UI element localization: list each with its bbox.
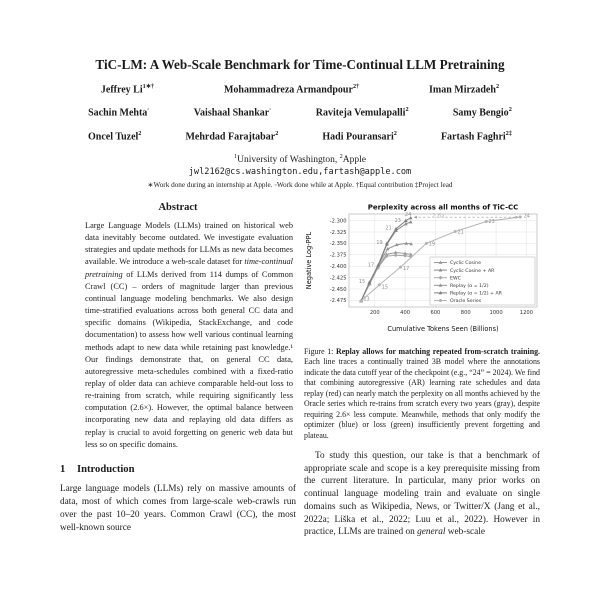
- author-row-2: [66, 106, 534, 118]
- author-superscript: 2: [275, 129, 279, 137]
- svg-text:1200: 1200: [519, 309, 533, 316]
- figure-1: [304, 202, 540, 441]
- svg-text:24: 24: [405, 212, 412, 219]
- svg-text:-2.300: -2.300: [329, 218, 347, 225]
- figure1-caption: Figure 1: Replay allows for matching repeated from-scratch training. Each line traces a continually trained 3B model where the annotations indicate the data cutoff year of the checkpoint (e.g., “24” = 2024). We find that combining autoregressive (AR) learning rate schedules and data replay (red) can nearly match the perplexity on all months achieved by the Oracle series which re-trains from scratch every two years (gray), despite requiring 2.6× less compute. Meanwhile, methods that only modify the optimizer (blue) or loss (green) insufficiently prevent forgetting and plateau.: [304, 346, 541, 440]
- svg-text:17: 17: [367, 262, 375, 269]
- title-footnote: ∗Work done during an internship at Apple. ◦Work done while at Apple. †Equal contribution ‡Project lead: [147, 180, 453, 189]
- svg-text:-2.400: -2.400: [329, 263, 347, 270]
- two-column-body: [60, 202, 540, 539]
- abstract-text: Large Language Models (LLMs) trained on historical web data inevitably become outdated. We investigate evaluation strategies and update methods for LLMs as new data becomes available. We introduce a web-scale dataset for time-continual pretraining of LLMs derived from 114 dumps of Common Crawl (CC) – orders of magnitude larger than previous continual language modeling benchmarks. We also design time-stratified evaluations across both general CC data and specific domains (Wikipedia, StackExchange, and code documentation) to assess how well various continual learning methods adapt to new data while retaining past knowledge.¹ Our findings demonstrate that, on general CC data, autoregressive meta-schedules combined with a fixed-ratio replay of older data can achieve comparable held-out loss to re-training from scratch, while requiring significantly less computation (2.6×). However, the optimal balance between incorporating new data and replaying old data differs as replay is crucial to avoid forgetting on generic web data but less so on specific domains.: [85, 220, 293, 449]
- svg-text:23: 23: [488, 219, 495, 226]
- svg-text:Cyclic Cosine: Cyclic Cosine: [450, 261, 482, 267]
- svg-text:Oracle Series: Oracle Series: [450, 299, 482, 305]
- svg-text:-2.375: -2.375: [329, 252, 347, 259]
- section-number: 1: [60, 463, 66, 475]
- svg-text:15: 15: [358, 278, 366, 285]
- abstract-heading: Abstract: [158, 201, 198, 213]
- svg-text:Perplexity across all months o: Perplexity across all months of TiC-CC: [367, 203, 519, 212]
- author: Jeffrey $Li^{1∗\dagger}$: [100, 82, 155, 96]
- svg-text:19: 19: [376, 240, 383, 247]
- author-superscript: 2: [138, 129, 142, 137]
- intro-paragraph: Large language models (LLMs) rely on massive amounts of data, most of which comes from large-scale web-crawls run over the past 10–20 years. Common Crawl (CC), the most well-known source: [60, 483, 296, 533]
- svg-text:-2.350: -2.350: [329, 241, 347, 248]
- section-heading-introduction: 1 Introduction: [60, 463, 135, 475]
- svg-text:200: 200: [369, 309, 380, 316]
- svg-text:-2.475: -2.475: [329, 298, 347, 305]
- author: Oncel Tuzel$^2$: [88, 129, 142, 142]
- svg-text:-2.325: -2.325: [329, 229, 347, 236]
- svg-text:400: 400: [400, 309, 411, 316]
- svg-text:23: 23: [394, 217, 401, 224]
- svg-text:Replay (α = 1/2) + AR: Replay (α = 1/2) + AR: [450, 291, 502, 297]
- author: Hadi Pouransari$^2$: [322, 129, 397, 142]
- svg-text:600: 600: [430, 309, 441, 316]
- author-row-1: [66, 83, 534, 95]
- svg-text:1000: 1000: [489, 309, 503, 316]
- abstract-italic-phrase: time-continual pretraining: [85, 257, 293, 279]
- figure1-chart: [304, 202, 540, 340]
- right-column: [304, 202, 540, 539]
- affiliations: $^1$University of Washington, $^2$Apple: [233, 152, 367, 165]
- contact-emails: jwl2162@cs.washington.edu,fartash@apple.com: [188, 166, 412, 177]
- paper-title: TiC-LM: A Web-Scale Benchmark for Time-Continual LLM Pretraining: [95, 57, 505, 72]
- svg-text:EWC: EWC: [450, 276, 461, 282]
- author-superscript: ◦: [147, 106, 150, 114]
- author-superscript: 1∗†: [142, 82, 155, 90]
- svg-text:800: 800: [460, 309, 471, 316]
- author: Iman Mirzadeh$^2$: [428, 82, 500, 96]
- author: Samy Bengio$^2$: [452, 106, 512, 119]
- author-row-3: [66, 130, 534, 142]
- svg-text:-2.450: -2.450: [329, 286, 347, 293]
- svg-text:15: 15: [381, 284, 388, 291]
- svg-text:Negative Log-PPL: Negative Log-PPL: [305, 231, 313, 290]
- author: Raviteja Vemulapalli$^2$: [315, 106, 409, 119]
- figure-label: Figure 1:: [304, 346, 336, 356]
- author: Vaishaal Shankar◦: [193, 106, 272, 119]
- svg-text:19: 19: [428, 241, 435, 248]
- svg-text:21: 21: [385, 225, 392, 232]
- svg-text:Cyclic Cosine + AR: Cyclic Cosine + AR: [450, 268, 495, 274]
- author-superscript: 2: [495, 82, 500, 90]
- author: Sachin Mehta◦: [88, 106, 150, 119]
- svg-text:17: 17: [402, 266, 410, 273]
- author: Fartash Faghri$^{2\ddagger}$: [440, 129, 512, 142]
- author: Mohammadreza Armandpour$^{2\dagger}$: [223, 82, 360, 96]
- author-superscript: 2: [393, 129, 397, 137]
- svg-text:Cumulative Tokens Seen (Billio: Cumulative Tokens Seen (Billions): [387, 324, 499, 333]
- author-superscript: 2: [405, 106, 409, 114]
- svg-text:-2.425: -2.425: [329, 275, 347, 282]
- left-column: [60, 202, 296, 539]
- svg-text:2.6x: 2.6x: [431, 212, 445, 220]
- figure1-chart-svg: [304, 202, 540, 335]
- svg-text:21: 21: [457, 229, 464, 236]
- svg-text:24: 24: [523, 213, 530, 220]
- body-italic-word: general: [417, 527, 446, 538]
- right-column-paragraph: To study this question, our take is that a benchmark of appropriate scale and scope is a key prerequisite missing from the current literature. In particular, many prior works on continual language modeling train and evaluate on single domains such as Wikipedia, News, or Twitter/X (Jang et al., 2022a; Liška et al., 2022; Luu et al., 2022). However in practice, LLMs are trained on general web-scale: [304, 451, 540, 538]
- author: Mehrdad Farajtabar$^2$: [185, 129, 279, 142]
- caption-bold-lead: Replay allows for matching repeated from-scratch training.: [336, 346, 541, 356]
- svg-text:13: 13: [363, 296, 370, 303]
- author-superscript: 2†: [352, 82, 360, 90]
- svg-text:Replay (α = 1/2): Replay (α = 1/2): [450, 283, 489, 289]
- author-superscript: 2: [508, 106, 512, 114]
- author-superscript: ◦: [269, 106, 272, 114]
- author-superscript: 2‡: [505, 129, 512, 137]
